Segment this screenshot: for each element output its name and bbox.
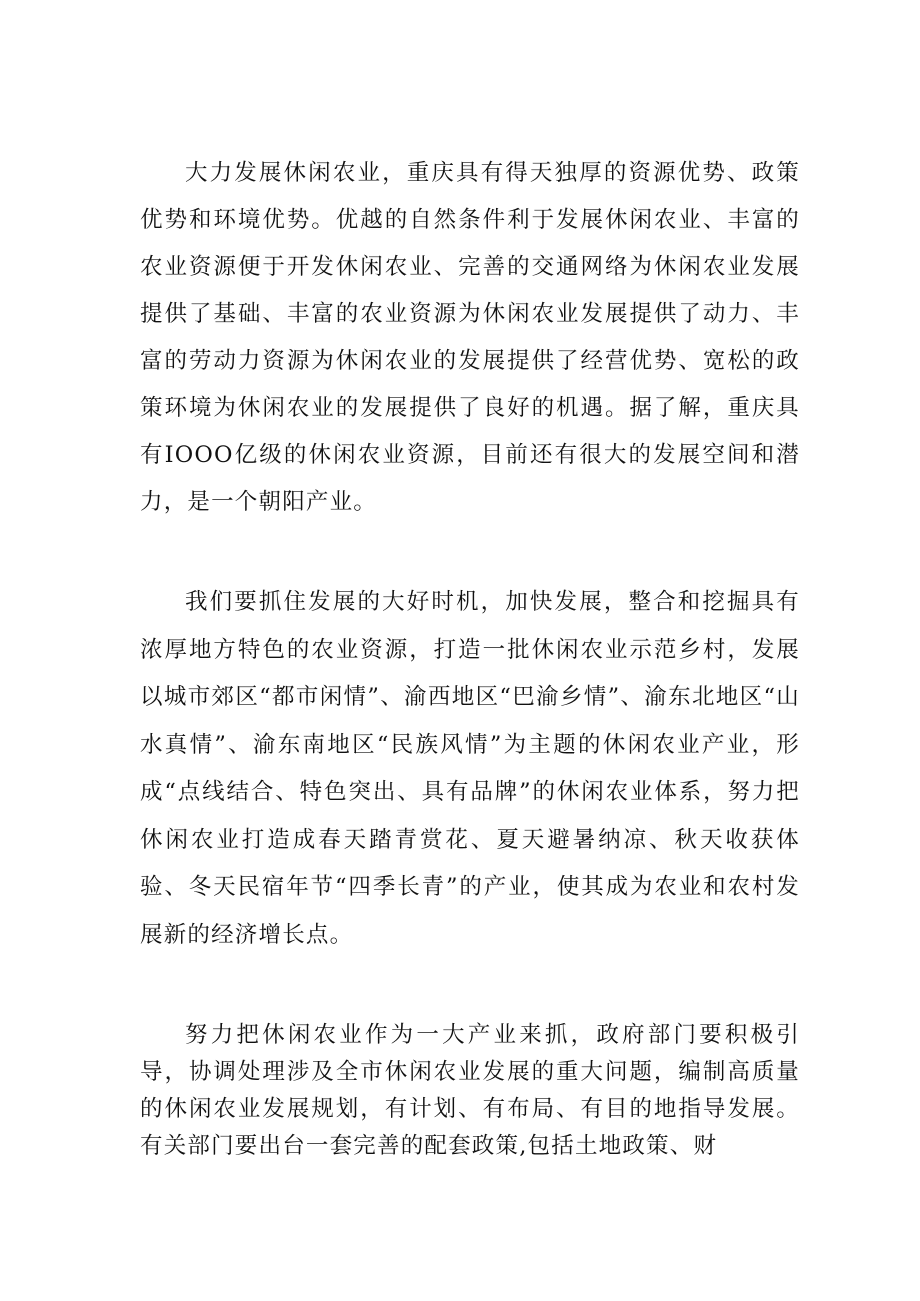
paragraph-1: 大力发展休闲农业，重庆具有得天独厚的资源优势、政策优势和环境优势。优越的自然条件利于发展休闲农业、丰富的农业资源便于开发休闲农业、完善的交通网络为休闲农业发展提供了基础、丰富的农业资源为休闲农业发展提供了动力、丰富的劳动力资源为休闲农业的发展提供了经营优势、宽松的政策环境为休闲农业的发展提供了良好的机遇。据了解，重庆具有IOOO亿级的休闲农业资源，目前还有很大的发展空间和潜力，是一个朝阳产业。 [140, 160, 800, 515]
paragraph-3: 努力把休闲农业作为一大产业来抓，政府部门要积极引导，协调处理涉及全市休闲农业发展的重大问题，编制高质量的休闲农业发展规划，有计划、有布局、有目的地指导发展。有关部门要出台一套完善的配套政策,包括土地政策、财 [140, 1022, 800, 1159]
paragraph-2: 我们要抓住发展的大好时机，加快发展，整合和挖掘具有浓厚地方特色的农业资源，打造一批休闲农业示范乡村，发展以城市郊区“都市闲情”、渝西地区“巴渝乡情”、渝东北地区“山水真情”、渝东南地区“民族风情”为主题的休闲农业产业，形成“点线结合、特色突出、具有品牌”的休闲农业体系，努力把休闲农业打造成春天踏青赏花、夏天避暑纳凉、秋天收获体验、冬天民宿年节“四季长青”的产业，使其成为农业和农村发展新的经济增长点。 [140, 589, 800, 948]
